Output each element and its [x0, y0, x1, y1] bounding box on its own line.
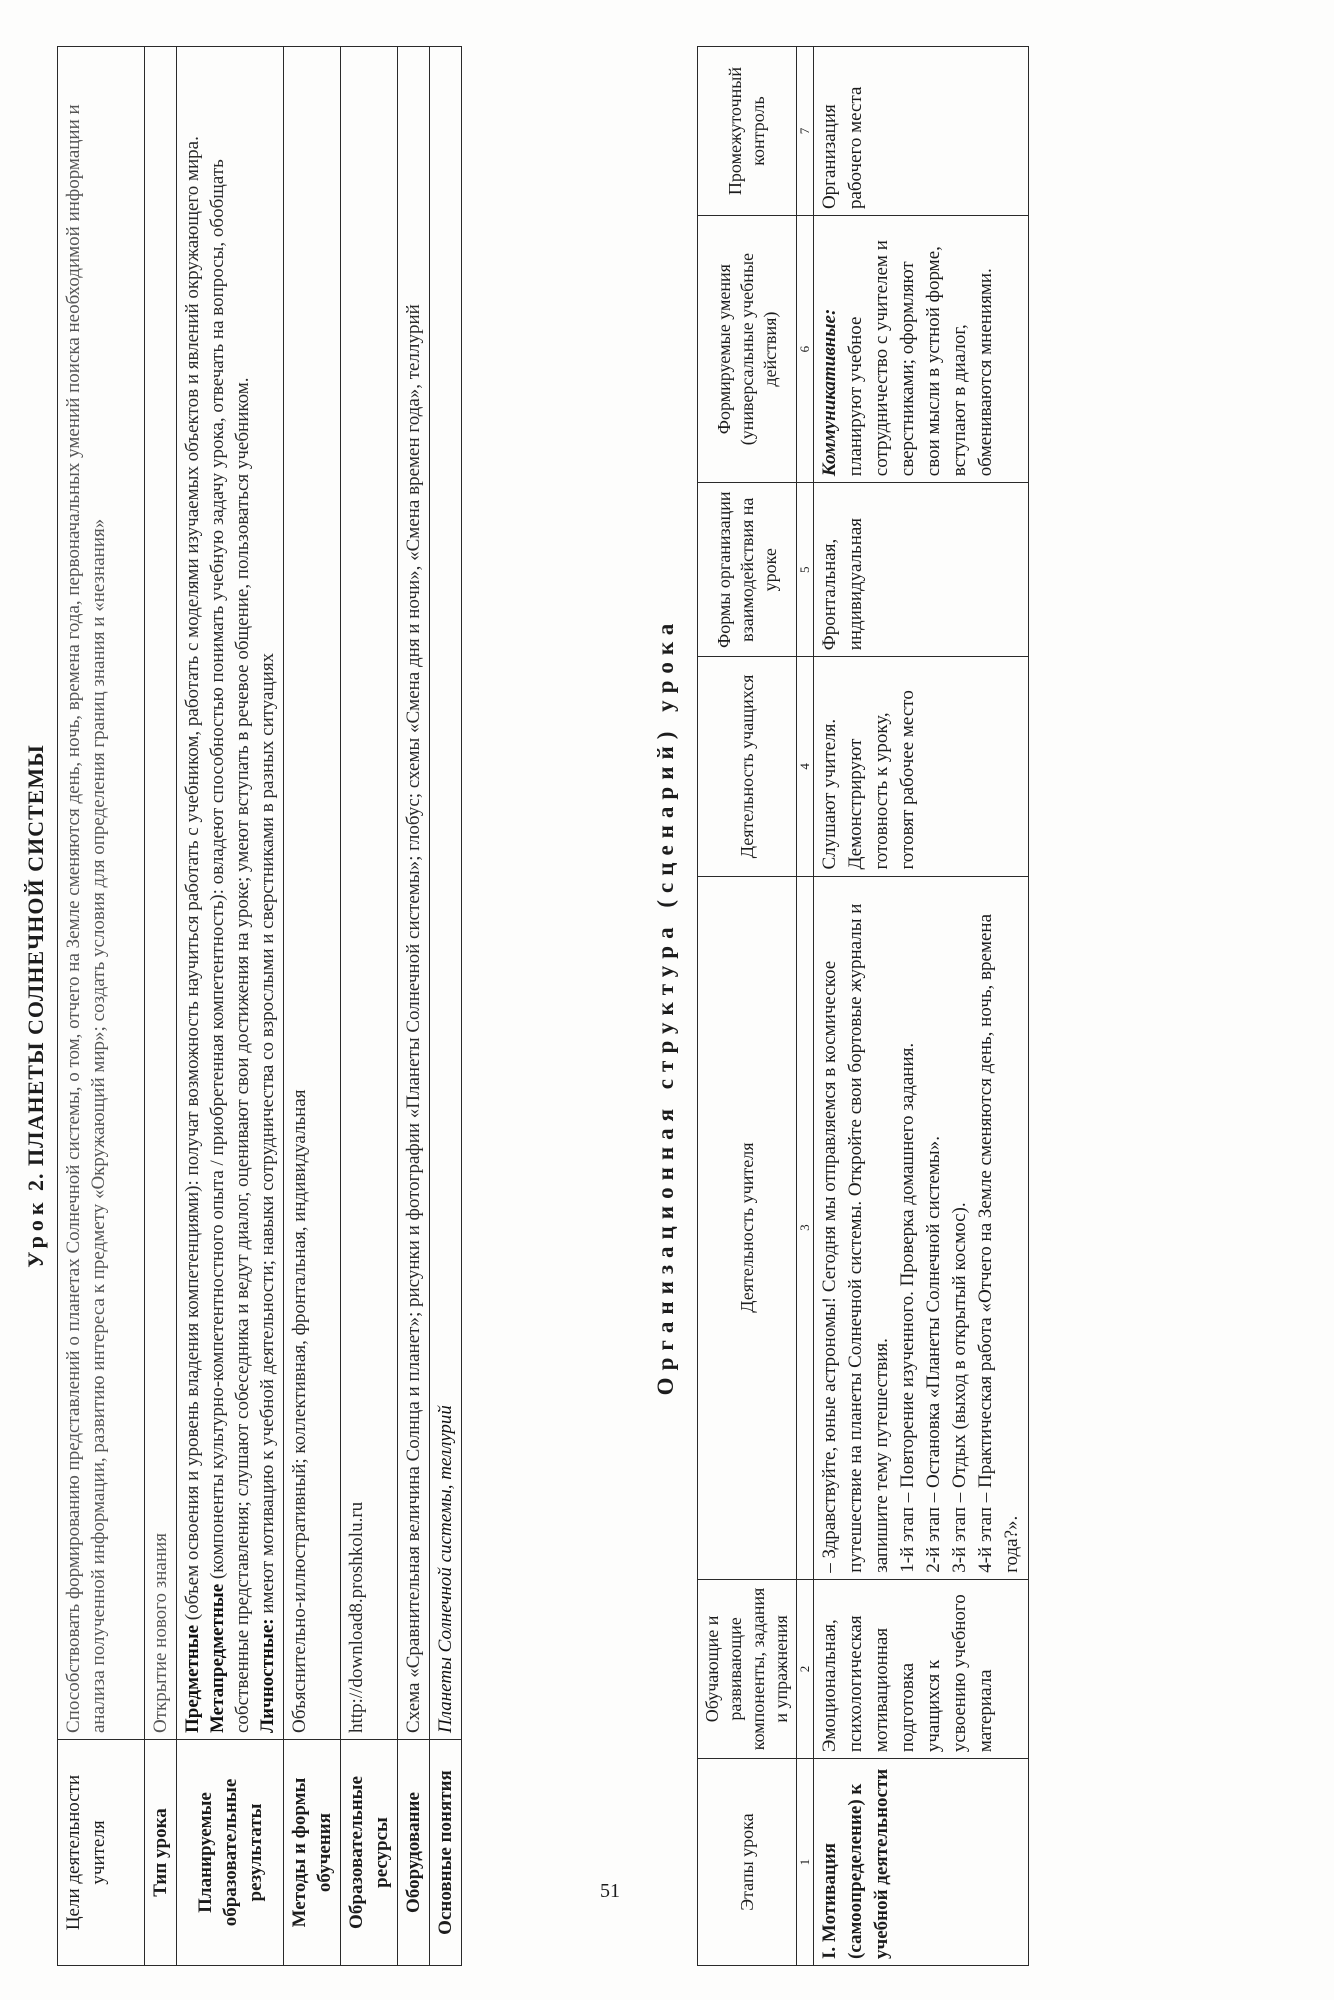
equipment-text: Схема «Сравнительная величина Солнца и планет»; рисунки и фотографии «Планеты Солнечной системы»; глобус; схемы «Смена дня и ночи», «Смена времен года», теллурий — [398, 47, 430, 1740]
lesson-title — [23, 46, 49, 1966]
teacher-line: 4-й этап – Практическая работа «Отчего на Земле сменяются день, ночь, времена года?». — [975, 913, 1022, 1573]
meta-text-normal: (компоненты культурно-компетентностного опыта / приобретенная компетентность) — [207, 894, 228, 1580]
org-header-row — [698, 47, 797, 1966]
org-structure-table — [697, 46, 1029, 1966]
teacher-line: 2-й этап – Остановка «Планеты Солнечной системы». — [923, 1136, 944, 1573]
header-teacher: Деятельность учителя — [698, 876, 797, 1579]
org-structure-title: Организационная структура (сценарий) урока — [653, 616, 678, 1396]
concepts-italic: Планеты Солнечной системы, теллурий — [435, 1405, 456, 1733]
col-number: 4 — [797, 657, 814, 876]
info-row-results — [177, 47, 284, 1966]
info-row-resources — [341, 47, 398, 1966]
teacher-line: – Здравствуйте, юные астрономы! Сегодня мы отправляемся в космическое путешествие на планеты Солнечной системы. Откройте свои бортовые журналы и запишите тему путешествия. — [819, 903, 892, 1573]
subject-text: (объем освоения и уровень владения компетенциями): получат возможность научиться работать с учебником, работать с моделями изучаемых объектов и явлений окружающего мира. — [182, 136, 203, 1621]
goals-label: Цели деятельности учителя — [58, 1740, 145, 1966]
concepts-label: Основные понятия — [430, 1740, 462, 1966]
skills-text: планируют учебное сотрудничество с учителем и сверстниками; оформляют свои мысли в устной форме, вступают в диалог, обмениваются мнениями. — [845, 240, 996, 477]
header-forms: Формы организации взаимодействия на уроке — [698, 483, 797, 657]
personal-label: Личностные: — [257, 1618, 278, 1733]
teacher-line: 1-й этап – Повторение изученного. Проверка домашнего задания. — [897, 1042, 918, 1573]
students-cell: Слушают учителя. Демонстрируют готовность к уроку, готовят рабочее место — [814, 657, 1029, 876]
info-row-type — [145, 47, 177, 1966]
concepts-text — [430, 47, 462, 1740]
meta-text-bold: : овладеют способностью понимать учебную задачу урока, отвечать на вопросы, обобщать собственные представления; слушают собеседника и ведут диалог, оценивают свои достижения на уроке; умеют вступать в речевое общение, пользоваться учебником. — [207, 159, 253, 1733]
teacher-cell — [814, 876, 1029, 1579]
goals-text: Способствовать формированию представлений о планетах Солнечной системы, о том, отчего на Земле сменяются день, ночь, времена года, первоначальных умений поиска необходимой информации и анализа полученной информации, развитию интереса к предмету «Окружающий мир»; создать условия для определения границ знания и «незнания» — [58, 47, 145, 1740]
lesson-title-prefix: Урок — [23, 1197, 48, 1268]
lesson-title-text: 2. ПЛАНЕТЫ СОЛНЕЧНОЙ СИСТЕМЫ — [23, 744, 48, 1191]
results-label: Планируемые образовательные результаты — [177, 1740, 284, 1966]
col-number: 6 — [797, 216, 814, 483]
page-number: 51 — [600, 1880, 620, 1902]
methods-text: Объяснительно-иллюстративный; коллективная, фронтальная, индивидуальная — [284, 47, 341, 1740]
type-text: Открытие нового знания — [145, 47, 177, 1740]
methods-label: Методы и формы обучения — [284, 1740, 341, 1966]
header-control: Промежуточный контроль — [698, 47, 797, 216]
stage-cell: I. Мотивация (самоопределение) к учебной деятельности — [814, 1759, 1029, 1966]
org-number-row — [797, 47, 814, 1966]
control-cell: Организация рабочего места — [814, 47, 1029, 216]
meta-label: Метапредметные — [207, 1583, 228, 1733]
col-number: 7 — [797, 47, 814, 216]
skills-cell — [814, 216, 1029, 483]
forms-cell: Фронтальная, индивидуальная — [814, 483, 1029, 657]
info-row-equipment — [398, 47, 430, 1966]
col-number: 3 — [797, 876, 814, 1579]
info-row-goals — [58, 47, 145, 1966]
teacher-line: 3-й этап – Отдых (выход в открытый космос). — [949, 1202, 970, 1573]
col-number: 2 — [797, 1579, 814, 1758]
info-row-methods — [284, 47, 341, 1966]
header-components: Обучающие и развивающие компоненты, задания и упражнения — [698, 1579, 797, 1758]
header-skills: Формируемые умения (универсальные учебные действия) — [698, 216, 797, 483]
personal-text: имеют мотивацию к учебной деятельности; навыки сотрудничества со взрослыми и сверстниками в разных ситуациях — [257, 652, 278, 1614]
col-number: 1 — [797, 1759, 814, 1966]
col-number: 5 — [797, 483, 814, 657]
info-row-concepts — [430, 47, 462, 1966]
org-row-motivation — [814, 47, 1029, 1966]
header-students: Деятельность учащихся — [698, 657, 797, 876]
resources-link[interactable]: http://download8.proshkolu.ru — [341, 47, 398, 1740]
subject-label: Предметные — [182, 1624, 203, 1733]
rotated-sheet — [17, 66, 1317, 1966]
results-text — [177, 47, 284, 1740]
header-stages: Этапы урока — [698, 1759, 797, 1966]
components-cell: Эмоциональная, психологическая мотивационная подготовка учащихся к усвоению учебного материала — [814, 1579, 1029, 1758]
skills-label: Коммуникативные: — [819, 308, 840, 477]
type-label: Тип урока — [145, 1740, 177, 1966]
resources-label: Образовательные ресурсы — [341, 1740, 398, 1966]
lesson-info-table — [57, 46, 462, 1966]
equipment-label: Оборудование — [398, 1740, 430, 1966]
